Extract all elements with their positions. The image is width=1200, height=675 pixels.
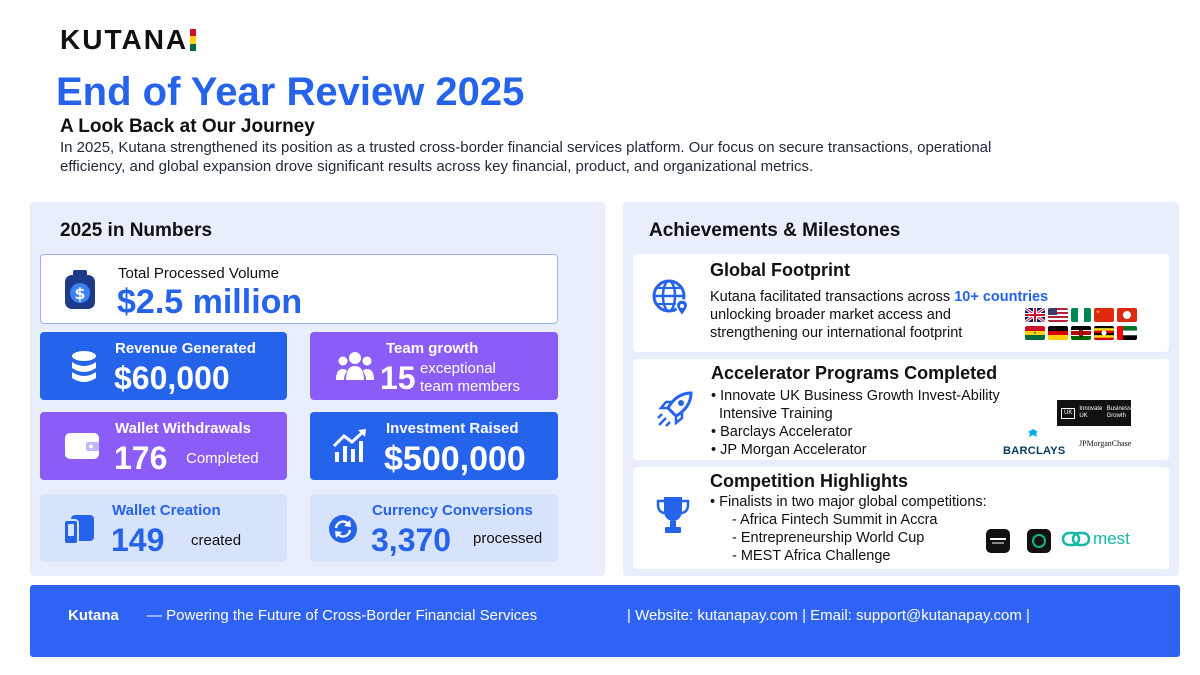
withdrawals-label: Wallet Withdrawals	[115, 420, 251, 437]
svg-text:$: $	[74, 284, 86, 303]
total-volume-value: $2.5 million	[117, 283, 303, 321]
accelerator-title: Accelerator Programs Completed	[711, 363, 998, 383]
investment-value: $500,000	[384, 440, 526, 478]
germany-flag-icon	[1048, 326, 1068, 340]
refresh-icon	[328, 514, 358, 549]
accelerator-item-3-text: JP Morgan Accelerator	[720, 442, 867, 458]
withdrawals-value: 176	[114, 440, 168, 476]
innovate-uk-sub-1: Business	[1106, 406, 1131, 412]
numbers-panel	[30, 202, 605, 576]
global-footprint-line-1	[710, 288, 1130, 306]
us-flag-icon	[1048, 308, 1068, 322]
page-subtitle: A Look Back at Our Journey	[60, 116, 315, 137]
team-label: Team growth	[386, 340, 479, 357]
china-flag-icon	[1094, 308, 1114, 322]
conversions-label: Currency Conversions	[372, 502, 533, 519]
footer-brand: Kutana	[68, 607, 119, 624]
rocket-icon	[655, 389, 695, 434]
barclays-logo	[1003, 427, 1066, 457]
footer-tagline: — Powering the Future of Cross-Border Financial Services	[147, 607, 538, 624]
competition-item-3: - MEST Africa Challenge	[732, 548, 891, 564]
team-sub-1: exceptional	[420, 360, 496, 377]
mest-text: mest	[1093, 529, 1130, 548]
competition-title: Competition Highlights	[710, 471, 908, 491]
competition-intro: • Finalists in two major global competitions:	[710, 494, 987, 510]
phone-card-icon	[62, 512, 96, 551]
uae-flag-icon	[1117, 326, 1137, 340]
trophy-icon	[655, 495, 691, 540]
logo-text: KUTANA	[60, 24, 189, 55]
nigeria-flag-icon	[1071, 308, 1091, 322]
accelerator-item-1-text: Innovate UK Business Growth Invest-Ability	[720, 388, 1000, 404]
global-footprint-title: Global Footprint	[710, 260, 850, 280]
team-icon	[336, 350, 374, 387]
innovate-uk-sub-2: Growth	[1106, 413, 1126, 419]
kenya-flag-icon	[1071, 326, 1091, 340]
total-volume-label: Total Processed Volume	[118, 265, 279, 282]
jpmorgan-logo: JPMorganChase	[1079, 439, 1132, 448]
wallet-icon	[64, 430, 100, 465]
footer	[30, 585, 1180, 657]
total-volume-card	[40, 254, 558, 324]
mest-mark-icon	[1061, 531, 1091, 547]
barclays-text: BARCLAYS	[1003, 445, 1066, 457]
numbers-title: 2025 in Numbers	[60, 220, 213, 241]
global-footprint-line-1-text: Kutana facilitated transactions across	[710, 289, 955, 305]
logo-flag-bar	[190, 29, 196, 51]
accelerator-item-2: • Barclays Accelerator	[711, 424, 853, 440]
hong-kong-flag-icon	[1117, 308, 1137, 322]
innovate-uk-logo	[1057, 400, 1131, 426]
conversions-value: 3,370	[371, 522, 452, 558]
kutana-logo	[60, 24, 196, 56]
accelerator-item-1b: Intensive Training	[719, 406, 833, 422]
globe-location-icon	[651, 278, 691, 323]
accelerator-item-1: • Innovate UK Business Growth Invest-Ability	[711, 388, 1000, 404]
team-value: 15	[380, 360, 416, 396]
uk-flag-icon	[1025, 308, 1045, 322]
team-sub-2: team members	[420, 378, 521, 395]
africa-fintech-logo	[986, 529, 1010, 553]
revenue-value: $60,000	[114, 360, 230, 396]
competition-item-2: - Entrepreneurship World Cup	[732, 530, 925, 546]
investment-label: Investment Raised	[386, 420, 519, 437]
withdrawals-sub: Completed	[186, 450, 259, 467]
competition-intro-text: Finalists in two major global competitions:	[719, 494, 987, 510]
achievements-panel	[623, 202, 1179, 576]
wallet-creation-sub: created	[191, 532, 242, 549]
revenue-card	[40, 332, 287, 400]
investment-card	[310, 412, 558, 480]
withdrawals-card	[40, 412, 287, 480]
accelerator-item-2-text: Barclays Accelerator	[720, 424, 853, 440]
coins-icon	[70, 350, 98, 389]
ewc-logo	[1027, 529, 1051, 553]
wallet-creation-label: Wallet Creation	[112, 502, 221, 519]
global-footprint-line-2: unlocking broader market access and	[710, 307, 951, 323]
global-footprint-line-3: strengthening our international footprint	[710, 325, 963, 341]
accelerator-box	[633, 359, 1169, 460]
revenue-label: Revenue Generated	[115, 340, 256, 357]
uganda-flag-icon	[1094, 326, 1114, 340]
conversions-card	[310, 494, 558, 562]
money-bag-icon	[63, 269, 97, 316]
competition-item-1: - Africa Fintech Summit in Accra	[732, 512, 938, 528]
ghana-flag-icon	[1025, 326, 1045, 340]
page-title: End of Year Review 2025	[56, 70, 525, 114]
mest-logo	[1061, 529, 1130, 549]
conversions-sub: processed	[473, 530, 543, 547]
wallet-creation-value: 149	[111, 522, 165, 558]
countries-highlight: 10+ countries	[954, 289, 1049, 305]
team-card	[310, 332, 558, 400]
accelerator-item-3: • JP Morgan Accelerator	[711, 442, 867, 458]
achievements-title: Achievements & Milestones	[649, 220, 901, 241]
competition-box	[633, 467, 1169, 569]
barclays-eagle-icon	[1027, 428, 1039, 440]
wallet-creation-card	[40, 494, 287, 562]
footer-contact[interactable]: | Website: kutanapay.com | Email: support@kutanapay.com |	[627, 607, 1030, 624]
innovate-uk-mark: UK	[1061, 408, 1075, 419]
growth-chart-icon	[332, 428, 368, 469]
global-footprint-box	[633, 254, 1169, 352]
innovate-uk-text: Innovate UK	[1079, 406, 1103, 419]
intro-text: In 2025, Kutana strengthened its position as a trusted cross-border financial services platform. Our focus on secure transactions, operational efficiency, and global expansion drove significant results across key financial, product, and organizational metrics.	[60, 139, 992, 175]
